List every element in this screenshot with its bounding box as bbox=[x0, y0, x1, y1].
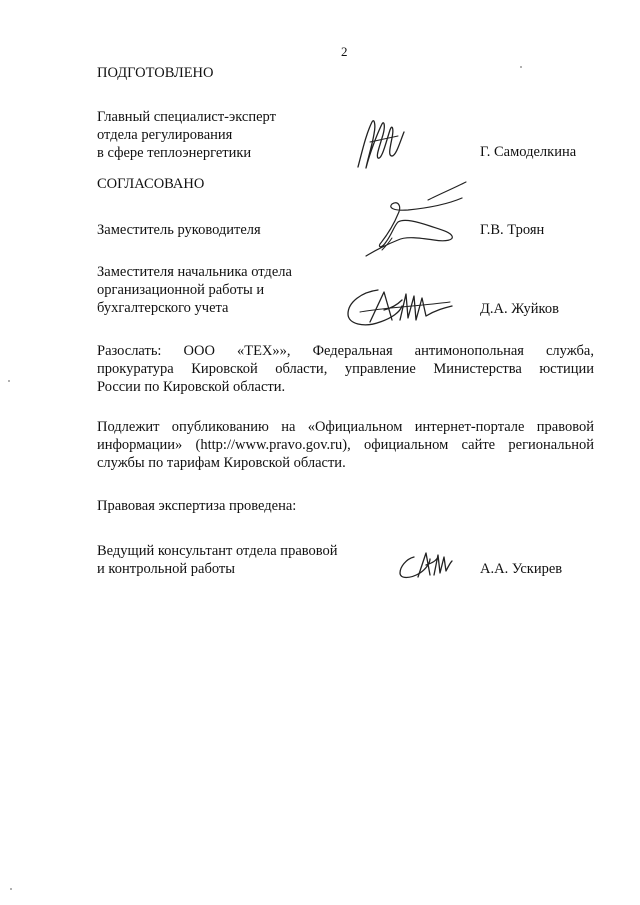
prepared-name: Г. Самоделкина bbox=[480, 144, 577, 160]
position-line: отдела регулирования bbox=[97, 127, 233, 143]
position-line: Ведущий консультант отдела правовой bbox=[97, 543, 338, 559]
signature-uskirev bbox=[394, 547, 454, 583]
signature-samodelkina bbox=[352, 112, 412, 174]
prepared-heading: ПОДГОТОВЛЕНО bbox=[97, 65, 214, 81]
publication-line: службы по тарифам Кировской области. bbox=[97, 455, 346, 471]
scan-speck bbox=[8, 380, 10, 382]
publication-paragraph bbox=[97, 418, 594, 472]
publication-line: информации» (http://www.pravo.gov.ru), официальном сайте региональной bbox=[97, 437, 594, 453]
position-line: бухгалтерского учета bbox=[97, 300, 229, 316]
distribution-line: Разослать: ООО «ТЕХ»», Федеральная антимонопольная служба, bbox=[97, 343, 594, 359]
page-number: 2 bbox=[341, 44, 348, 59]
signer-position: Заместитель руководителя bbox=[97, 222, 261, 238]
prepared-position bbox=[97, 108, 276, 162]
legal-review-name: А.А. Ускирев bbox=[480, 561, 563, 577]
position-line: организационной работы и bbox=[97, 282, 265, 298]
position-line: Заместителя начальника отдела bbox=[97, 264, 292, 280]
position-line: Главный специалист-эксперт bbox=[97, 109, 276, 125]
legal-review-heading: Правовая экспертиза проведена: bbox=[97, 498, 297, 514]
signer-name: Г.В. Троян bbox=[480, 222, 545, 238]
signer-name: Д.А. Жуйков bbox=[480, 301, 559, 317]
position-line: в сфере теплоэнергетики bbox=[97, 145, 252, 161]
legal-review-position bbox=[97, 542, 338, 578]
scan-speck bbox=[520, 66, 522, 68]
position-line: и контрольной работы bbox=[97, 561, 235, 577]
distribution-line: России по Кировской области. bbox=[97, 379, 286, 395]
scan-speck bbox=[10, 888, 12, 890]
signature-troyan bbox=[358, 178, 473, 264]
distribution-paragraph bbox=[97, 342, 594, 396]
signer-position bbox=[97, 263, 292, 317]
signature-zhuykov bbox=[340, 282, 460, 332]
agreed-heading: СОГЛАСОВАНО bbox=[97, 176, 205, 192]
distribution-line: прокуратура Кировской области, управление Министерства юстиции bbox=[97, 361, 594, 377]
publication-line: Подлежит опубликованию на «Официальном интернет-портале правовой bbox=[97, 419, 594, 435]
